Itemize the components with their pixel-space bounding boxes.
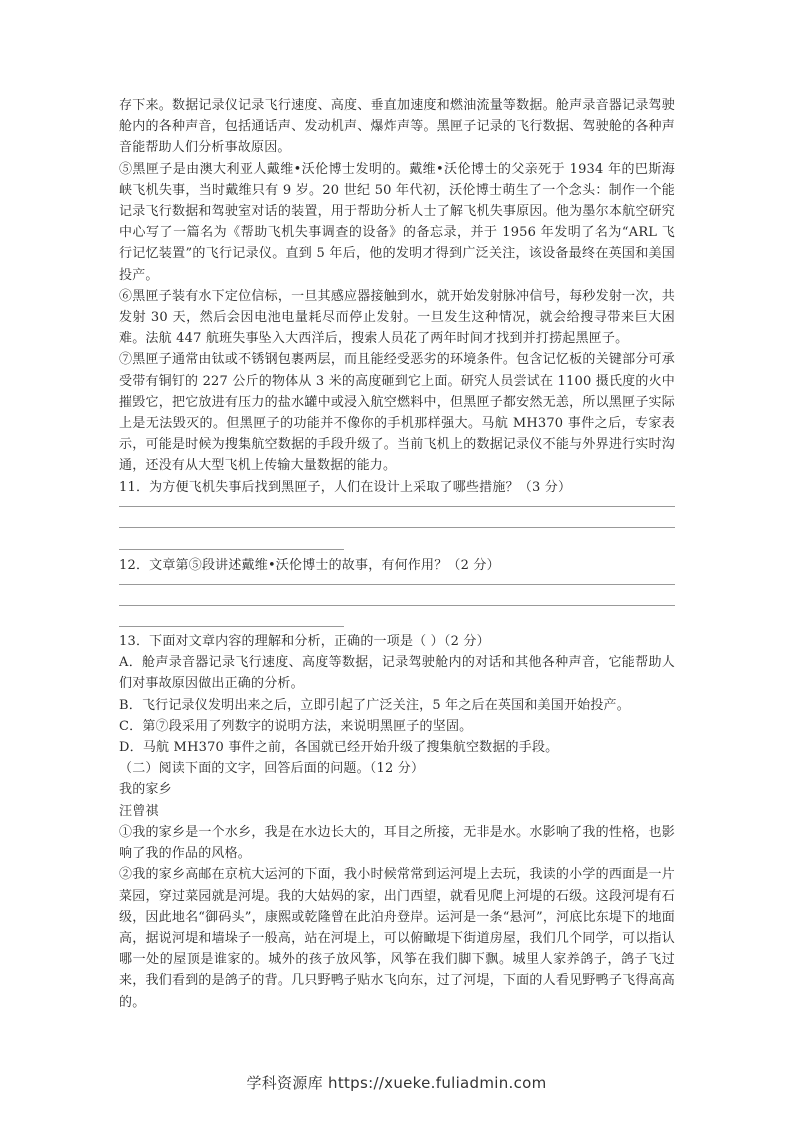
document-page: [119, 95, 675, 1013]
essay-title: 我的家乡: [119, 782, 172, 798]
essay-author: 汪曾祺: [119, 803, 159, 819]
question-13: 13．下面对文章内容的理解和分析，正确的一项是（ ）（2 分）: [119, 634, 490, 650]
paragraph-6: ⑥黑匣子装有水下定位信标，一旦其感应器接触到水，就开始发射脉冲信号，每秒发射一次，共发射 30 天，然后会因电池电量耗尽而停止发射。一旦发生这种情况，就会给搜寻带来巨大困难。法航 447 航班失事坠入大西洋后，搜索人员花了两年时间才找到并打捞起黑匣子。: [119, 288, 675, 347]
question-11: 11．为方便飞机失事后找到黑匣子，人们在设计上采取了哪些措施？（3 分）: [119, 479, 572, 495]
footer-watermark: 学科资源库 https://xueke.fuliadmin.com: [246, 1074, 547, 1092]
option-a: A．舱声录音器记录飞行速度、高度等数据，记录驾驶舱内的对话和其他各种声音，它能帮助人们对事故原因做出正确的分析。: [119, 655, 675, 692]
paragraph-4-end: 存下来。数据记录仪记录飞行速度、高度、垂直加速度和燃油流量等数据。舱声录音器记录驾驶舱内的各种声音，包括通话声、发动机声、爆炸声等。黑匣子记录的飞行数据、驾驶舱的各种声音能帮助人们分析事故原因。: [119, 98, 675, 156]
paragraph-5: ⑤黑匣子是由澳大利亚人戴维•沃伦博士发明的。戴维•沃伦博士的父亲死于 1934 年的巴斯海峡飞机失事，当时戴维只有 9 岁。20 世纪 50 年代初，沃伦博士萌生了一个念头：制作一个能记录飞行数据和驾驶室对话的装置，用于帮助分析人士了解飞机失事原因。他为墨尔本航空研究中心写了一篇名为《帮助飞机失事调查的设备》的备忘录，并于 1956 年发明了名为“ARL 飞行记忆装置”的飞行记录仪。直到 5 年后，他的发明才得到广泛关注，该设备最终在英国和美国投产。: [119, 161, 675, 283]
essay-paragraph-2: ②我的家乡高邮在京杭大运河的下面，我小时候常常到运河堤上去玩，我读的小学的西面是一片菜园，穿过菜园就是河堤。我的大姑妈的家，出门西望，就看见爬上河堤的石级。这段河堤有石级，因此地名“御码头”，康熙或乾隆曾在此泊舟登岸。运河是一条“悬河”，河底比东堤下的地面高，据说河堤和墙垛子一般高，站在河堤上，可以俯瞰堤下街道房屋，我们几个同学，可以指认哪一处的屋顶是谁家的。城外的孩子放风筝，风筝在我们脚下飘。城里人家养鸽子，鸽子飞过来，我们看到的是鸽子的背。几只野鸭子贴水飞向东，过了河堤，下面的人看见野鸭子飞得高高的。: [119, 867, 675, 1010]
section-2-heading: （二）阅读下面的文字，回答后面的问题。（12 分）: [119, 761, 425, 777]
option-d: D．马航 MH370 事件之前，各国就已经开始升级了搜集航空数据的手段。: [119, 740, 559, 756]
option-c: C．第⑦段采用了列数字的说明方法，来说明黑匣子的坚固。: [119, 718, 473, 734]
paragraph-7: ⑦黑匣子通常由钛或不锈钢包裹两层，而且能经受恶劣的环境条件。包含记忆板的关键部分可承受带有铜钉的 227 公斤的物体从 3 米的高度砸到它上面。研究人员尝试在 1100 摄氏度的火中摧毁它，把它放进有压力的盐水罐中或浸入航空燃料中，但黑匣子都安然无恙，所以黑匣子实际上是无法毁灭的。但黑匣子的功能并不像你的手机那样强大。马航 MH370 事件之后，专家表示，可能是时候为搜集航空数据的手段升级了。当前飞机上的数据记录仪不能与外界进行实时沟通，还没有从大型飞机上传输大量数据的能力。: [119, 352, 675, 474]
question-12: 12．文章第⑤段讲述戴维•沃伦博士的故事，有何作用？（2 分）: [119, 557, 500, 573]
option-b: B．飞行记录仪发明出来之后，立即引起了广泛关注，5 年之后在英国和美国开始投产。: [119, 697, 630, 713]
essay-paragraph-1: ①我的家乡是一个水乡，我是在水边长大的，耳目之所接，无非是水。水影响了我的性格，也影响了我的作品的风格。: [119, 824, 675, 862]
